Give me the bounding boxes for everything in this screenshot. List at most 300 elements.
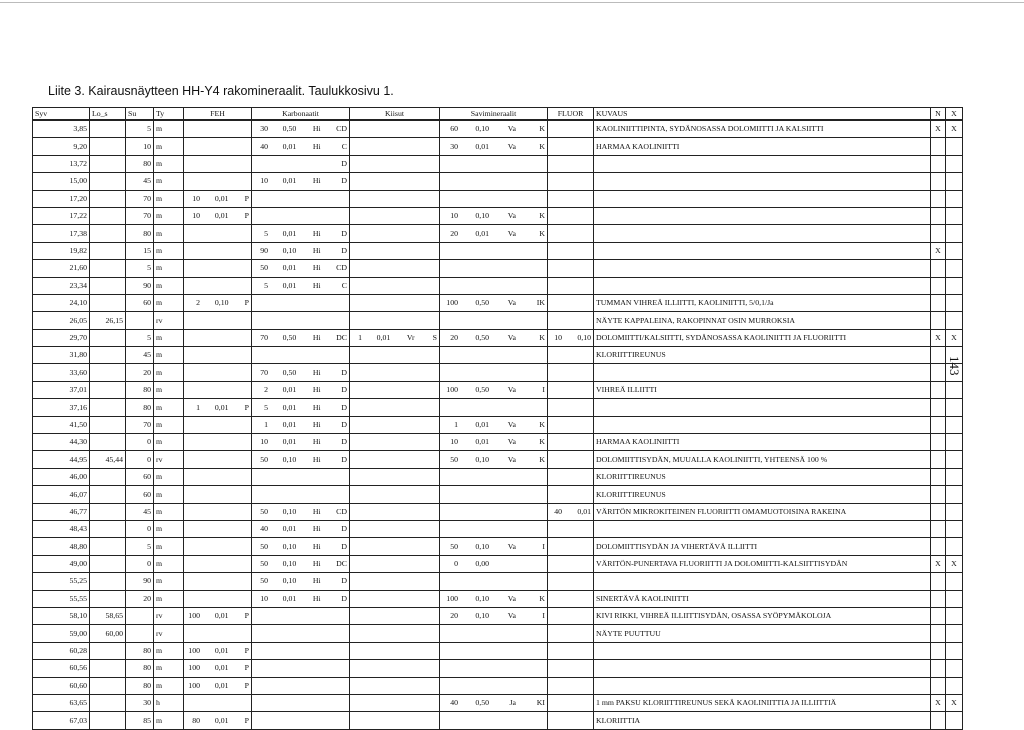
cell-syv: 13,72 — [33, 155, 90, 172]
cell-kuvaus: NÄYTE PUUTTUU — [594, 625, 931, 642]
cell-ty: m — [154, 364, 184, 381]
cell-su: 45 — [126, 503, 154, 520]
cell-kiisut — [350, 399, 440, 416]
cell-karbonaatit-part — [254, 160, 268, 168]
header-n: N — [931, 108, 946, 121]
cell-su: 30 — [126, 694, 154, 711]
cell-savimineraalit-part: 50 — [450, 541, 458, 551]
cell-lo-s — [90, 260, 126, 277]
cell-kiisut — [350, 538, 440, 555]
cell-savimineraalit — [440, 329, 548, 346]
cell-kiisut — [350, 573, 440, 590]
cell-savimineraalit-part: Va — [507, 228, 516, 238]
cell-kiisut — [350, 242, 440, 259]
header-savimineraalit: Savimineraalit — [440, 108, 548, 121]
cell-ty: rv — [154, 451, 184, 468]
cell-syv: 49,00 — [33, 555, 90, 572]
cell-ty: m — [154, 434, 184, 451]
cell-feh — [184, 225, 252, 242]
cell-karbonaatit — [252, 120, 350, 138]
cell-feh — [184, 642, 252, 659]
cell-kiisut — [350, 590, 440, 607]
cell-fluor — [548, 155, 594, 172]
cell-lo-s — [90, 538, 126, 555]
cell-kiisut — [350, 503, 440, 520]
cell-savimineraalit — [440, 451, 548, 468]
cell-karbonaatit — [252, 451, 350, 468]
cell-fluor — [548, 607, 594, 624]
cell-karbonaatit — [252, 712, 350, 729]
cell-karbonaatit-part: 0,01 — [282, 593, 297, 603]
cell-karbonaatit-part: CD — [336, 506, 347, 516]
table-row — [33, 138, 963, 155]
cell-feh — [184, 120, 252, 138]
cell-savimineraalit — [440, 260, 548, 277]
cell-kiisut — [350, 694, 440, 711]
cell-karbonaatit-part: Hi — [312, 280, 321, 290]
cell-ty: m — [154, 660, 184, 677]
cell-savimineraalit — [440, 573, 548, 590]
cell-x — [946, 381, 963, 398]
table-row — [33, 225, 963, 242]
cell-kiisut — [350, 642, 440, 659]
cell-karbonaatit — [252, 468, 350, 485]
cell-x — [946, 677, 963, 694]
cell-savimineraalit — [440, 642, 548, 659]
cell-savimineraalit-part: 0,01 — [475, 228, 489, 238]
cell-savimineraalit-part: 0,10 — [475, 211, 489, 221]
cell-fluor — [548, 312, 594, 329]
cell-karbonaatit-part: D — [341, 246, 347, 256]
cell-kiisut — [350, 520, 440, 537]
cell-karbonaatit-part: 0,10 — [282, 559, 297, 569]
cell-kuvaus: DOLOMIITTISYDÄN JA VIHERTÄVÄ ILLIITTI — [594, 538, 931, 555]
cell-kiisut — [350, 468, 440, 485]
cell-ty: m — [154, 173, 184, 190]
cell-ty: m — [154, 294, 184, 311]
cell-kiisut-part: 1 — [358, 332, 362, 342]
cell-kiisut — [350, 277, 440, 294]
cell-kuvaus: HARMAA KAOLINIITTI — [594, 434, 931, 451]
cell-karbonaatit-part: 0,01 — [282, 419, 297, 429]
cell-savimineraalit — [440, 520, 548, 537]
header-x: X — [946, 108, 963, 121]
cell-syv: 37,16 — [33, 399, 90, 416]
cell-ty: m — [154, 155, 184, 172]
cell-savimineraalit — [440, 590, 548, 607]
cell-lo-s — [90, 155, 126, 172]
cell-su: 80 — [126, 642, 154, 659]
cell-x — [946, 538, 963, 555]
cell-savimineraalit — [440, 138, 548, 155]
cell-feh-part: 100 — [188, 646, 200, 656]
cell-syv: 33,60 — [33, 364, 90, 381]
cell-karbonaatit-part: 50 — [260, 559, 268, 569]
cell-lo-s — [90, 381, 126, 398]
cell-su: 80 — [126, 381, 154, 398]
cell-kuvaus — [594, 173, 931, 190]
cell-savimineraalit-part — [531, 560, 545, 568]
cell-fluor — [548, 555, 594, 572]
cell-feh-part: P — [244, 663, 249, 673]
cell-savimineraalit-part: 60 — [450, 124, 458, 134]
cell-kuvaus — [594, 260, 931, 277]
cell-n: X — [931, 120, 946, 138]
cell-fluor-part: 10 — [554, 332, 562, 342]
cell-feh — [184, 520, 252, 537]
cell-ty: m — [154, 677, 184, 694]
cell-n — [931, 364, 946, 381]
cell-kuvaus: KLORIITTIREUNUS — [594, 347, 931, 364]
table-row — [33, 260, 963, 277]
cell-kiisut — [350, 155, 440, 172]
cell-karbonaatit-part: Hi — [312, 437, 321, 447]
cell-su — [126, 607, 154, 624]
cell-fluor — [548, 625, 594, 642]
cell-karbonaatit-part: 10 — [260, 437, 268, 447]
cell-karbonaatit — [252, 503, 350, 520]
cell-n — [931, 538, 946, 555]
cell-savimineraalit — [440, 173, 548, 190]
table-row — [33, 190, 963, 207]
cell-savimineraalit-part: Va — [507, 211, 516, 221]
cell-su: 80 — [126, 399, 154, 416]
cell-syv: 60,56 — [33, 660, 90, 677]
cell-su — [126, 312, 154, 329]
cell-su — [126, 625, 154, 642]
table-row — [33, 120, 963, 138]
cell-kuvaus — [594, 399, 931, 416]
cell-su: 70 — [126, 416, 154, 433]
cell-savimineraalit — [440, 486, 548, 503]
cell-fluor — [548, 364, 594, 381]
table-row — [33, 625, 963, 642]
cell-feh — [184, 468, 252, 485]
cell-ty: m — [154, 260, 184, 277]
cell-savimineraalit — [440, 416, 548, 433]
cell-n — [931, 573, 946, 590]
cell-kuvaus: KLORIITTIA — [594, 712, 931, 729]
cell-x — [946, 225, 963, 242]
cell-n — [931, 277, 946, 294]
cell-karbonaatit — [252, 399, 350, 416]
table-row — [33, 294, 963, 311]
table-row — [33, 434, 963, 451]
cell-syv: 59,00 — [33, 625, 90, 642]
table-row — [33, 677, 963, 694]
cell-syv: 48,43 — [33, 520, 90, 537]
table-row — [33, 277, 963, 294]
cell-feh — [184, 294, 252, 311]
cell-karbonaatit-part: 2 — [264, 385, 268, 395]
cell-kuvaus: VÄRITÖN MIKROKITEINEN FLUORIITTI OMAMUOTOISINA RAKEINA — [594, 503, 931, 520]
table-row — [33, 207, 963, 224]
cell-feh — [184, 207, 252, 224]
cell-savimineraalit-part: 0,50 — [475, 332, 489, 342]
cell-n — [931, 712, 946, 729]
cell-lo-s — [90, 190, 126, 207]
cell-kiisut — [350, 260, 440, 277]
cell-karbonaatit — [252, 416, 350, 433]
cell-feh-part: 0,01 — [214, 680, 229, 690]
cell-fluor — [548, 434, 594, 451]
cell-n: X — [931, 329, 946, 346]
cell-ty: h — [154, 694, 184, 711]
cell-karbonaatit-part: 5 — [264, 280, 268, 290]
mineral-table — [32, 107, 963, 730]
cell-karbonaatit — [252, 242, 350, 259]
cell-su: 45 — [126, 347, 154, 364]
cell-n — [931, 190, 946, 207]
cell-feh — [184, 242, 252, 259]
table-row — [33, 607, 963, 624]
cell-karbonaatit-part: 50 — [260, 506, 268, 516]
cell-kiisut — [350, 190, 440, 207]
cell-feh-part: 0,01 — [214, 402, 229, 412]
cell-feh — [184, 155, 252, 172]
cell-su: 5 — [126, 120, 154, 138]
cell-lo-s: 60,00 — [90, 625, 126, 642]
cell-karbonaatit-part: DC — [336, 559, 347, 569]
cell-su: 5 — [126, 329, 154, 346]
cell-syv: 17,20 — [33, 190, 90, 207]
cell-fluor — [548, 520, 594, 537]
cell-n: X — [931, 694, 946, 711]
cell-fluor — [548, 242, 594, 259]
cell-kiisut — [350, 173, 440, 190]
cell-karbonaatit-part: 50 — [260, 576, 268, 586]
header-kiisut: Kiisut — [350, 108, 440, 121]
table-row — [33, 155, 963, 172]
cell-karbonaatit — [252, 294, 350, 311]
cell-karbonaatit — [252, 625, 350, 642]
cell-karbonaatit-part: Hi — [312, 524, 321, 534]
cell-fluor — [548, 712, 594, 729]
cell-ty: m — [154, 486, 184, 503]
cell-savimineraalit-part: 10 — [450, 211, 458, 221]
cell-savimineraalit-part: K — [539, 141, 545, 151]
cell-fluor — [548, 381, 594, 398]
cell-feh — [184, 173, 252, 190]
cell-n — [931, 625, 946, 642]
cell-karbonaatit — [252, 312, 350, 329]
cell-lo-s — [90, 173, 126, 190]
cell-lo-s — [90, 277, 126, 294]
cell-feh-part: 10 — [192, 193, 200, 203]
cell-ty: m — [154, 277, 184, 294]
scan-edge-line — [0, 2, 1024, 3]
cell-karbonaatit-part: Hi — [312, 332, 321, 342]
cell-ty: m — [154, 573, 184, 590]
cell-feh-part: 100 — [188, 663, 200, 673]
cell-x: X — [946, 555, 963, 572]
cell-savimineraalit — [440, 312, 548, 329]
cell-savimineraalit-part: Va — [507, 332, 516, 342]
cell-karbonaatit-part: CD — [336, 124, 347, 134]
cell-su: 5 — [126, 538, 154, 555]
cell-feh — [184, 381, 252, 398]
cell-lo-s — [90, 590, 126, 607]
cell-savimineraalit-part: 0,01 — [475, 419, 489, 429]
cell-karbonaatit-part: 0,01 — [282, 141, 297, 151]
page-number: 143 — [947, 356, 962, 376]
cell-feh-part: P — [244, 193, 249, 203]
cell-fluor — [548, 329, 594, 346]
cell-syv: 46,00 — [33, 468, 90, 485]
cell-karbonaatit — [252, 329, 350, 346]
cell-kuvaus: VÄRITÖN-PUNERTAVA FLUORIITTI JA DOLOMIITTI-KALSIITTISYDÄN — [594, 555, 931, 572]
cell-savimineraalit-part: 20 — [450, 228, 458, 238]
cell-syv: 17,38 — [33, 225, 90, 242]
cell-ty: m — [154, 381, 184, 398]
cell-kiisut — [350, 607, 440, 624]
cell-savimineraalit-part: 50 — [450, 454, 458, 464]
cell-savimineraalit-part: 100 — [446, 298, 458, 308]
cell-syv: 31,80 — [33, 347, 90, 364]
cell-x — [946, 451, 963, 468]
cell-lo-s — [90, 225, 126, 242]
cell-n — [931, 607, 946, 624]
cell-lo-s — [90, 347, 126, 364]
cell-x — [946, 642, 963, 659]
cell-fluor — [548, 138, 594, 155]
cell-savimineraalit-part: 0,10 — [475, 593, 489, 603]
cell-fluor — [548, 538, 594, 555]
cell-x — [946, 660, 963, 677]
cell-feh — [184, 260, 252, 277]
cell-n — [931, 294, 946, 311]
cell-n — [931, 173, 946, 190]
cell-savimineraalit-part: I — [542, 541, 545, 551]
cell-kuvaus: SINERTÄVÄ KAOLINIITTI — [594, 590, 931, 607]
table-row — [33, 694, 963, 711]
cell-feh-part: 0,01 — [214, 663, 229, 673]
cell-kuvaus: KAOLINIITTIPINTA, SYDÄNOSASSA DOLOMIITTI JA KALSIITTI — [594, 120, 931, 138]
cell-savimineraalit-part: 20 — [450, 332, 458, 342]
cell-savimineraalit-part: 0,10 — [475, 611, 489, 621]
table-row — [33, 416, 963, 433]
cell-karbonaatit-part: Hi — [312, 228, 321, 238]
cell-n — [931, 399, 946, 416]
cell-feh — [184, 607, 252, 624]
cell-karbonaatit-part: 0,10 — [282, 454, 297, 464]
cell-karbonaatit-part: 40 — [260, 141, 268, 151]
cell-karbonaatit — [252, 520, 350, 537]
cell-karbonaatit-part: Hi — [312, 141, 321, 151]
cell-fluor — [548, 642, 594, 659]
cell-su: 70 — [126, 207, 154, 224]
cell-karbonaatit-part: 0,50 — [282, 367, 297, 377]
cell-karbonaatit-part: Hi — [312, 402, 321, 412]
cell-n: X — [931, 555, 946, 572]
cell-karbonaatit-part: C — [341, 141, 347, 151]
cell-lo-s — [90, 138, 126, 155]
cell-syv: 63,65 — [33, 694, 90, 711]
cell-fluor — [548, 573, 594, 590]
cell-karbonaatit-part: Hi — [312, 176, 321, 186]
cell-fluor — [548, 694, 594, 711]
header-fluor: FLUOR — [548, 108, 594, 121]
cell-karbonaatit-part: Hi — [312, 506, 321, 516]
cell-karbonaatit — [252, 555, 350, 572]
cell-x — [946, 607, 963, 624]
cell-fluor — [548, 416, 594, 433]
cell-syv: 24,10 — [33, 294, 90, 311]
cell-savimineraalit — [440, 660, 548, 677]
table-row — [33, 520, 963, 537]
cell-fluor — [548, 207, 594, 224]
cell-savimineraalit — [440, 677, 548, 694]
cell-savimineraalit — [440, 694, 548, 711]
cell-savimineraalit — [440, 155, 548, 172]
cell-savimineraalit-part: Va — [507, 611, 516, 621]
cell-kuvaus: NÄYTE KAPPALEINA, RAKOPINNAT OSIN MURROKSIA — [594, 312, 931, 329]
cell-savimineraalit — [440, 364, 548, 381]
cell-feh — [184, 277, 252, 294]
cell-feh — [184, 555, 252, 572]
cell-karbonaatit — [252, 173, 350, 190]
cell-kiisut — [350, 225, 440, 242]
cell-kiisut — [350, 138, 440, 155]
table-row — [33, 590, 963, 607]
cell-kiisut — [350, 329, 440, 346]
cell-su: 80 — [126, 677, 154, 694]
cell-n — [931, 520, 946, 537]
cell-savimineraalit-part: K — [539, 332, 545, 342]
cell-kuvaus — [594, 242, 931, 259]
cell-fluor — [548, 190, 594, 207]
cell-kuvaus: VIHREÄ ILLIITTI — [594, 381, 931, 398]
cell-savimineraalit — [440, 434, 548, 451]
cell-karbonaatit-part: Hi — [312, 124, 321, 134]
cell-kiisut — [350, 416, 440, 433]
cell-feh-part: 0,01 — [214, 211, 229, 221]
cell-ty: m — [154, 138, 184, 155]
cell-x — [946, 207, 963, 224]
cell-fluor-part: 0,01 — [577, 506, 591, 516]
cell-karbonaatit — [252, 138, 350, 155]
cell-savimineraalit — [440, 120, 548, 138]
cell-su: 20 — [126, 590, 154, 607]
cell-kuvaus: TUMMAN VIHREÄ ILLIITTI, KAOLINIITTI, 5/0,1/Ja — [594, 294, 931, 311]
cell-syv: 23,34 — [33, 277, 90, 294]
cell-lo-s — [90, 120, 126, 138]
cell-lo-s — [90, 416, 126, 433]
cell-karbonaatit-part: 0,10 — [282, 541, 297, 551]
header-lo-s: Lo_s — [90, 108, 126, 121]
cell-savimineraalit — [440, 225, 548, 242]
cell-syv: 48,80 — [33, 538, 90, 555]
cell-n — [931, 468, 946, 485]
cell-feh — [184, 660, 252, 677]
cell-karbonaatit-part: 70 — [260, 367, 268, 377]
cell-karbonaatit-part: D — [341, 228, 347, 238]
cell-kuvaus — [594, 677, 931, 694]
cell-karbonaatit-part: D — [341, 402, 347, 412]
cell-karbonaatit-part: C — [341, 280, 347, 290]
cell-su: 5 — [126, 260, 154, 277]
cell-feh — [184, 573, 252, 590]
cell-karbonaatit-part: 50 — [260, 541, 268, 551]
cell-syv: 55,55 — [33, 590, 90, 607]
cell-lo-s: 26,15 — [90, 312, 126, 329]
cell-kiisut — [350, 381, 440, 398]
cell-karbonaatit-part: 0,01 — [282, 402, 297, 412]
cell-savimineraalit-part: K — [539, 124, 545, 134]
cell-n — [931, 416, 946, 433]
cell-savimineraalit-part: Va — [507, 541, 516, 551]
cell-karbonaatit-part: 5 — [264, 228, 268, 238]
